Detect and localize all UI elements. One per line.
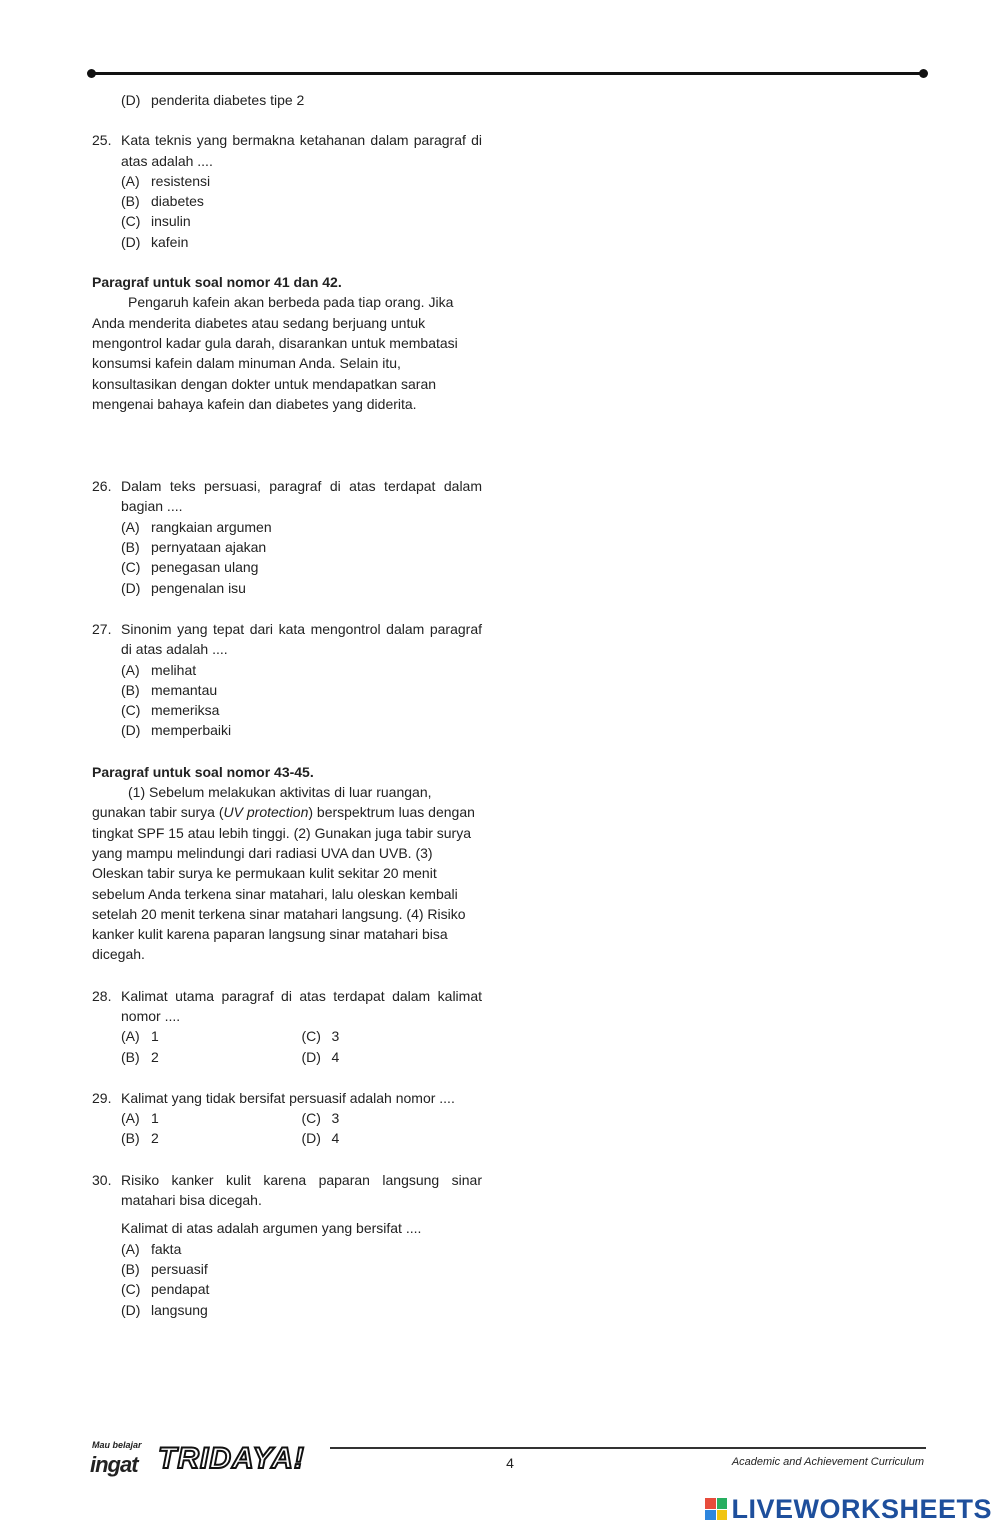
- question-stem: Kata teknis yang bermakna ketahanan dalam paragraf di atas adalah ....: [121, 132, 482, 169]
- option-text: 1: [151, 1110, 159, 1127]
- liveworksheets-icon: [705, 1498, 727, 1520]
- passage-2-heading: Paragraf untuk soal nomor 43-45.: [92, 763, 314, 780]
- option-text: memperbaiki: [151, 722, 232, 739]
- page-number: 4: [506, 1455, 514, 1471]
- option-text: memeriksa: [151, 702, 220, 719]
- option-key: (D): [121, 1301, 141, 1318]
- top-rule: [92, 72, 924, 75]
- footer-rule: [330, 1447, 926, 1449]
- option-key: (C): [121, 213, 141, 230]
- question-stem: Kalimat utama paragraf di atas terdapat dalam kalimat nomor ....: [121, 987, 482, 1024]
- q27-option-a[interactable]: [92, 660, 482, 680]
- option-text: persuasif: [151, 1260, 208, 1277]
- question-30-statement: Kalimat di atas adalah argumen yang bersifat ....: [121, 1220, 422, 1237]
- option-text: kafein: [151, 233, 189, 250]
- passage-2-text: (1) Sebelum melakukan aktivitas di luar ruangan, gunakan tabir surya (UV protection) berspektrum luas dengan tingkat SPF 15 atau lebih tinggi. (2) Gunakan juga tabir surya yang mampu melindungi dari radiasi UVA dan UVB. (3) Oleskan tabir surya ke permukaan kulit sekitar 20 menit sebelum Anda terkena sinar matahari, lalu oleskan kembali setelah 20 menit terkena sinar matahari langsung. (4) Risiko kanker kulit karena paparan langsung sinar matahari bisa dicegah.: [92, 784, 475, 963]
- question-25: [92, 130, 482, 171]
- option-text: resistensi: [151, 172, 211, 189]
- option-text: penderita diabetes tipe 2: [151, 92, 305, 108]
- q30-option-d[interactable]: [92, 1300, 482, 1320]
- question-number: 30.: [92, 1171, 112, 1188]
- option-key: (D): [301, 1048, 321, 1065]
- option-text: 4: [331, 1130, 340, 1147]
- option-text: pendapat: [151, 1281, 210, 1298]
- q29-option-c[interactable]: [302, 1108, 483, 1128]
- option-key: (D): [301, 1130, 321, 1147]
- option-key: (A): [121, 172, 140, 189]
- question-number: 29.: [92, 1089, 112, 1106]
- option-key: (A): [121, 518, 140, 535]
- option-text: penegasan ulang: [151, 559, 259, 576]
- q27-option-b[interactable]: [92, 680, 482, 700]
- top-rule-right-dot: [919, 69, 928, 78]
- option-text: fakta: [151, 1240, 182, 1257]
- q28-option-b[interactable]: [121, 1047, 302, 1067]
- liveworksheets-logo[interactable]: LIVEWORKSHEETS: [705, 1493, 992, 1525]
- option-key: (C): [301, 1110, 321, 1127]
- passage-1-text: Pengaruh kafein akan berbeda pada tiap orang. Jika Anda menderita diabetes atau sedang berjuang untuk mengontrol kadar gula darah, disarankan untuk membatasi konsumsi kafein dalam minuman Anda. Selain itu, konsultasikan dengan dokter untuk mendapatkan saran mengenai bahaya kafein dan diabetes yang diderita.: [92, 294, 458, 412]
- option-key: (B): [121, 1048, 140, 1065]
- q30-option-c[interactable]: [92, 1279, 482, 1299]
- option-key: (B): [121, 681, 140, 698]
- question-28: [92, 986, 482, 1027]
- question-stem: Kalimat yang tidak bersifat persuasif adalah nomor ....: [121, 1089, 455, 1106]
- option-key: (C): [121, 559, 141, 576]
- question-column: [92, 90, 482, 1320]
- option-key: (C): [121, 702, 141, 719]
- q26-option-b[interactable]: [92, 537, 482, 557]
- question-stem: Risiko kanker kulit karena paparan langsung sinar matahari bisa dicegah.: [121, 1171, 482, 1209]
- q25-option-c[interactable]: [92, 211, 482, 231]
- option-text: diabetes: [151, 193, 204, 210]
- option-key: (B): [121, 1130, 140, 1147]
- tridaya-logo: Mau belajar ingat TRIDAYA!: [90, 1440, 305, 1477]
- top-rule-left-dot: [87, 69, 96, 78]
- q28-option-c[interactable]: [302, 1026, 483, 1046]
- option-key: (A): [121, 1028, 140, 1045]
- option-key: (D): [121, 92, 141, 108]
- question-number: 27.: [92, 620, 112, 637]
- option-text: memantau: [151, 681, 218, 698]
- option-key: (D): [121, 722, 141, 739]
- question-26: [92, 476, 482, 517]
- option-key: (C): [301, 1028, 321, 1045]
- q30-option-b[interactable]: [92, 1259, 482, 1279]
- passage-1-heading: Paragraf untuk soal nomor 41 dan 42.: [92, 274, 342, 291]
- option-text: pengenalan isu: [151, 579, 246, 596]
- option-key: (A): [121, 661, 140, 678]
- q26-option-a[interactable]: [92, 517, 482, 537]
- q29-option-b[interactable]: [121, 1128, 302, 1148]
- q28-option-d[interactable]: [302, 1047, 483, 1067]
- option-key: (B): [121, 193, 140, 210]
- question-stem: Sinonim yang tepat dari kata mengontrol dalam paragraf di atas adalah ....: [121, 620, 482, 658]
- option-text: 2: [151, 1130, 159, 1147]
- question-30: [92, 1170, 482, 1211]
- option-key: (A): [121, 1240, 140, 1257]
- option-text: 2: [151, 1048, 159, 1065]
- q29-option-d[interactable]: [302, 1128, 483, 1148]
- q26-option-c[interactable]: [92, 557, 482, 577]
- option-text: melihat: [151, 661, 197, 678]
- option-key: (C): [121, 1281, 141, 1298]
- option-text: insulin: [151, 213, 191, 230]
- question-number: 26.: [92, 478, 112, 495]
- q27-option-d[interactable]: [92, 720, 482, 740]
- question-27: [92, 619, 482, 660]
- q28-option-a[interactable]: [121, 1026, 302, 1046]
- option-key: (D): [121, 233, 141, 250]
- option-text: 4: [331, 1048, 340, 1065]
- option-d-previous[interactable]: [92, 90, 482, 110]
- curriculum-label: Academic and Achievement Curriculum: [731, 1456, 924, 1468]
- q27-option-c[interactable]: [92, 700, 482, 720]
- q26-option-d[interactable]: [92, 578, 482, 598]
- option-text: pernyataan ajakan: [151, 539, 267, 556]
- option-text: 1: [151, 1028, 159, 1045]
- option-text: rangkaian argumen: [151, 518, 272, 535]
- question-29: [92, 1088, 482, 1108]
- q29-option-a[interactable]: [121, 1108, 302, 1128]
- q30-option-a[interactable]: [92, 1239, 482, 1259]
- question-number: 28.: [92, 987, 112, 1004]
- option-key: (B): [121, 1260, 140, 1277]
- option-text: langsung: [151, 1301, 208, 1318]
- option-text: 3: [331, 1110, 340, 1127]
- option-key: (B): [121, 539, 140, 556]
- option-key: (D): [121, 579, 141, 596]
- q25-option-d[interactable]: [92, 232, 482, 252]
- question-stem: Dalam teks persuasi, paragraf di atas terdapat dalam bagian ....: [121, 478, 482, 515]
- q25-option-b[interactable]: [92, 191, 482, 211]
- question-number: 25.: [92, 132, 112, 149]
- option-text: 3: [331, 1028, 340, 1045]
- q25-option-a[interactable]: [92, 171, 482, 191]
- option-key: (A): [121, 1110, 140, 1127]
